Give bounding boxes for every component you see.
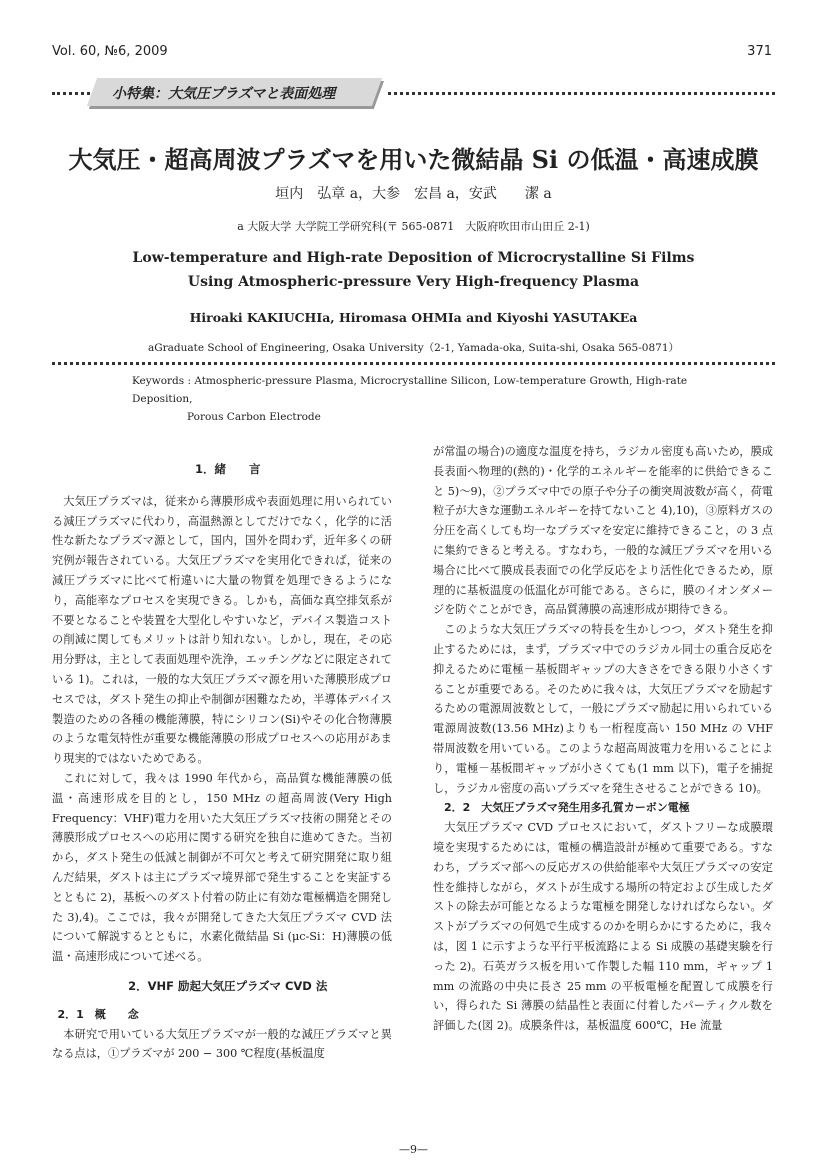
authors-en: Hiroaki KAKIUCHIa, Hiromasa OHMIa and Kiyoshi YASUTAKEa bbox=[189, 310, 638, 325]
section-heading: 2．VHF 励起大気圧プラズマ CVD 法 bbox=[128, 978, 328, 993]
paragraph: このような大気圧プラズマの特長を生かしつつ，ダスト発生を抑止するためには，まず，プラズマ中でのラジカル同士の重合反応を抑えるために電極－基板間ギャップの大きさをできる限り小さくすることが重要である。そのために我々は，大気圧プラズマを励起するための電源周波数として，一般にプラズマ励起に用いられている電源周波数(13.56 MHz)よりも一桁程度高い 150 MHz の VHF 帯周波数を用いている。このような超高周波電力を用いることにより，電極－基板間ギャップが小さくても(1 mm 以下)，電子を捕捉し，ラジカル密度の高いプラズマを発生させることができる 10)。 bbox=[433, 623, 773, 795]
left-column bbox=[52, 442, 392, 1064]
affiliation-en: aGraduate School of Engineering, Osaka University（2-1, Yamada-oka, Suita-shi, Osaka 565-0871） bbox=[147, 342, 680, 354]
section-banner-label: 小特集：大気圧プラズマと表面処理 bbox=[112, 86, 336, 102]
divider-dots bbox=[52, 92, 90, 95]
right-column bbox=[433, 442, 773, 1036]
title-en-line-2: Using Atmospheric-pressure Very High-frequency Plasma bbox=[187, 274, 640, 290]
keywords-line-1: Keywords : Atmospheric-pressure Plasma, Microcrystalline Silicon, Low-temperature Growth, High-rate Deposition, bbox=[132, 375, 688, 405]
keywords bbox=[132, 372, 712, 426]
paragraph: これに対して，我々は 1990 年代から，高品質な機能薄膜の低温・高速形成を目的とし，150 MHz の超高周波(Very High Frequency：VHF)電力を用いた大気圧プラズマ技術の開発とその薄膜形成プロセスへの応用に関する研究を独自に進めてきた。当初から，ダスト発生の低減と制御が不可欠と考えて研究開発に取り組んだ結果，ダストは主にプラズマ境界部で発生することを実証するとともに 2)，基板へのダスト付着の防止に有効な電極構造を開発した 3),4)。ここでは，我々が開発してきた大気圧プラズマ CVD 法について解説するとともに，水素化微結晶 Si (μc-Si：H)薄膜の低温・高速形成について述べる。 bbox=[52, 771, 392, 964]
page-number-top: 371 bbox=[747, 44, 772, 59]
title-en bbox=[0, 246, 827, 294]
paragraph: 本研究で用いている大気圧プラズマが一般的な減圧プラズマと異なる点は，①プラズマが 200 − 300 ℃程度(基板温度 bbox=[52, 1027, 392, 1061]
keywords-line-2: Porous Carbon Electrode bbox=[187, 411, 321, 423]
divider-dots bbox=[388, 92, 775, 95]
page-number-bottom: —9— bbox=[399, 1143, 428, 1156]
paragraph: が常温の場合)の適度な温度を持ち，ラジカル密度も高いため，膜成長表面へ物理的(熱的)・化学的エネルギーを能率的に供給できること 5)〜9)，②プラズマ中での原子や分子の衝突周波数が高く，荷電粒子が大きな運動エネルギーを持てないこと 4),10)，③原料ガスの分圧を高くしても均一なプラズマを安定に維持できること，の 3 点に集約できると考える。すなわち，一般的な減圧プラズマを用いる場合に比べて膜成長表面での化学反応をより活性化できるため，原理的に基板温度の低温化が可能である。さらに，膜のイオンダメージを防ぐことができ，高品質薄膜の高速形成が期待できる。 bbox=[433, 445, 773, 617]
title-en-line-1: Low-temperature and High-rate Deposition of Microcrystalline Si Films bbox=[132, 250, 695, 266]
subsection-heading: 2．1 概 念 bbox=[57, 1007, 139, 1021]
paragraph: 大気圧プラズマは，従来から薄膜形成や表面処理に用いられている減圧プラズマに代わり，高温熱源としてだけでなく，化学的に活性な新たなプラズマ源として，国内，国外を問わず，近年多くの研究例が報告されている。大気圧プラズマを実用化できれば，従来の減圧プラズマに比べて桁違いに大量の物質を処理できるようになり，高能率なプロセスを実現できる。しかも，高価な真空排気系が不要となることや装置を大型化しやすいなど，デバイス製造コストの削減に関してもメリットは計り知れない。しかし，現在，その応用分野は，主として表面処理や洗浄，エッチングなどに限定されている 1)。これは，一般的な大気圧プラズマ源を用いた薄膜形成プロセスでは，ダスト発生の抑止や制御が困難なため，半導体デバイス製造のための各種の機能薄膜，特にシリコン(Si)やその化合物薄膜のような電気特性が重要な機能薄膜の形成プロセスへの応用があまり現実的ではないためである。 bbox=[52, 494, 392, 766]
divider-dots bbox=[52, 362, 775, 365]
title-ja: 大気圧・超高周波プラズマを用いた微結晶 Si の低温・高速成膜 bbox=[68, 145, 759, 174]
subsection-heading: 2．2 大気圧プラズマ発生用多孔質カーボン電極 bbox=[444, 801, 690, 815]
section-heading: 1．緒 言 bbox=[194, 462, 261, 476]
journal-volume: Vol. 60, №6, 2009 bbox=[52, 44, 168, 59]
authors-ja: 垣内 弘章 a，大参 宏昌 a，安武 潔 a bbox=[275, 186, 552, 202]
affiliation-ja: a 大阪大学 大学院工学研究科(〒 565-0871 大阪府吹田市山田丘 2-1) bbox=[237, 220, 590, 233]
paragraph: 大気圧プラズマ CVD プロセスにおいて，ダストフリーな成膜環境を実現するためには，電極の構造設計が極めて重要である。すなわち，プラズマ部への反応ガスの供給能率や大気圧プラズマの安定性を維持しながら，ダストが生成する場所の特定および生成したダストの除去が可能となるような電極を開発しなければならない。ダストがプラズマの何処で生成するのかを明らかにするために，我々は，図 1 に示すような平行平板流路による Si 成膜の基礎実験を行った 2)。石英ガラス板を用いて作製した幅 110 mm，ギャップ 1 mm の流路の中央に長さ 25 mm の平板電極を配置して成膜を行い，得られた Si 薄膜の結晶性と表面に付着したパーティクル数を評価した(図 2)。成膜条件は，基板温度 600℃，He 流量 bbox=[433, 821, 773, 1033]
